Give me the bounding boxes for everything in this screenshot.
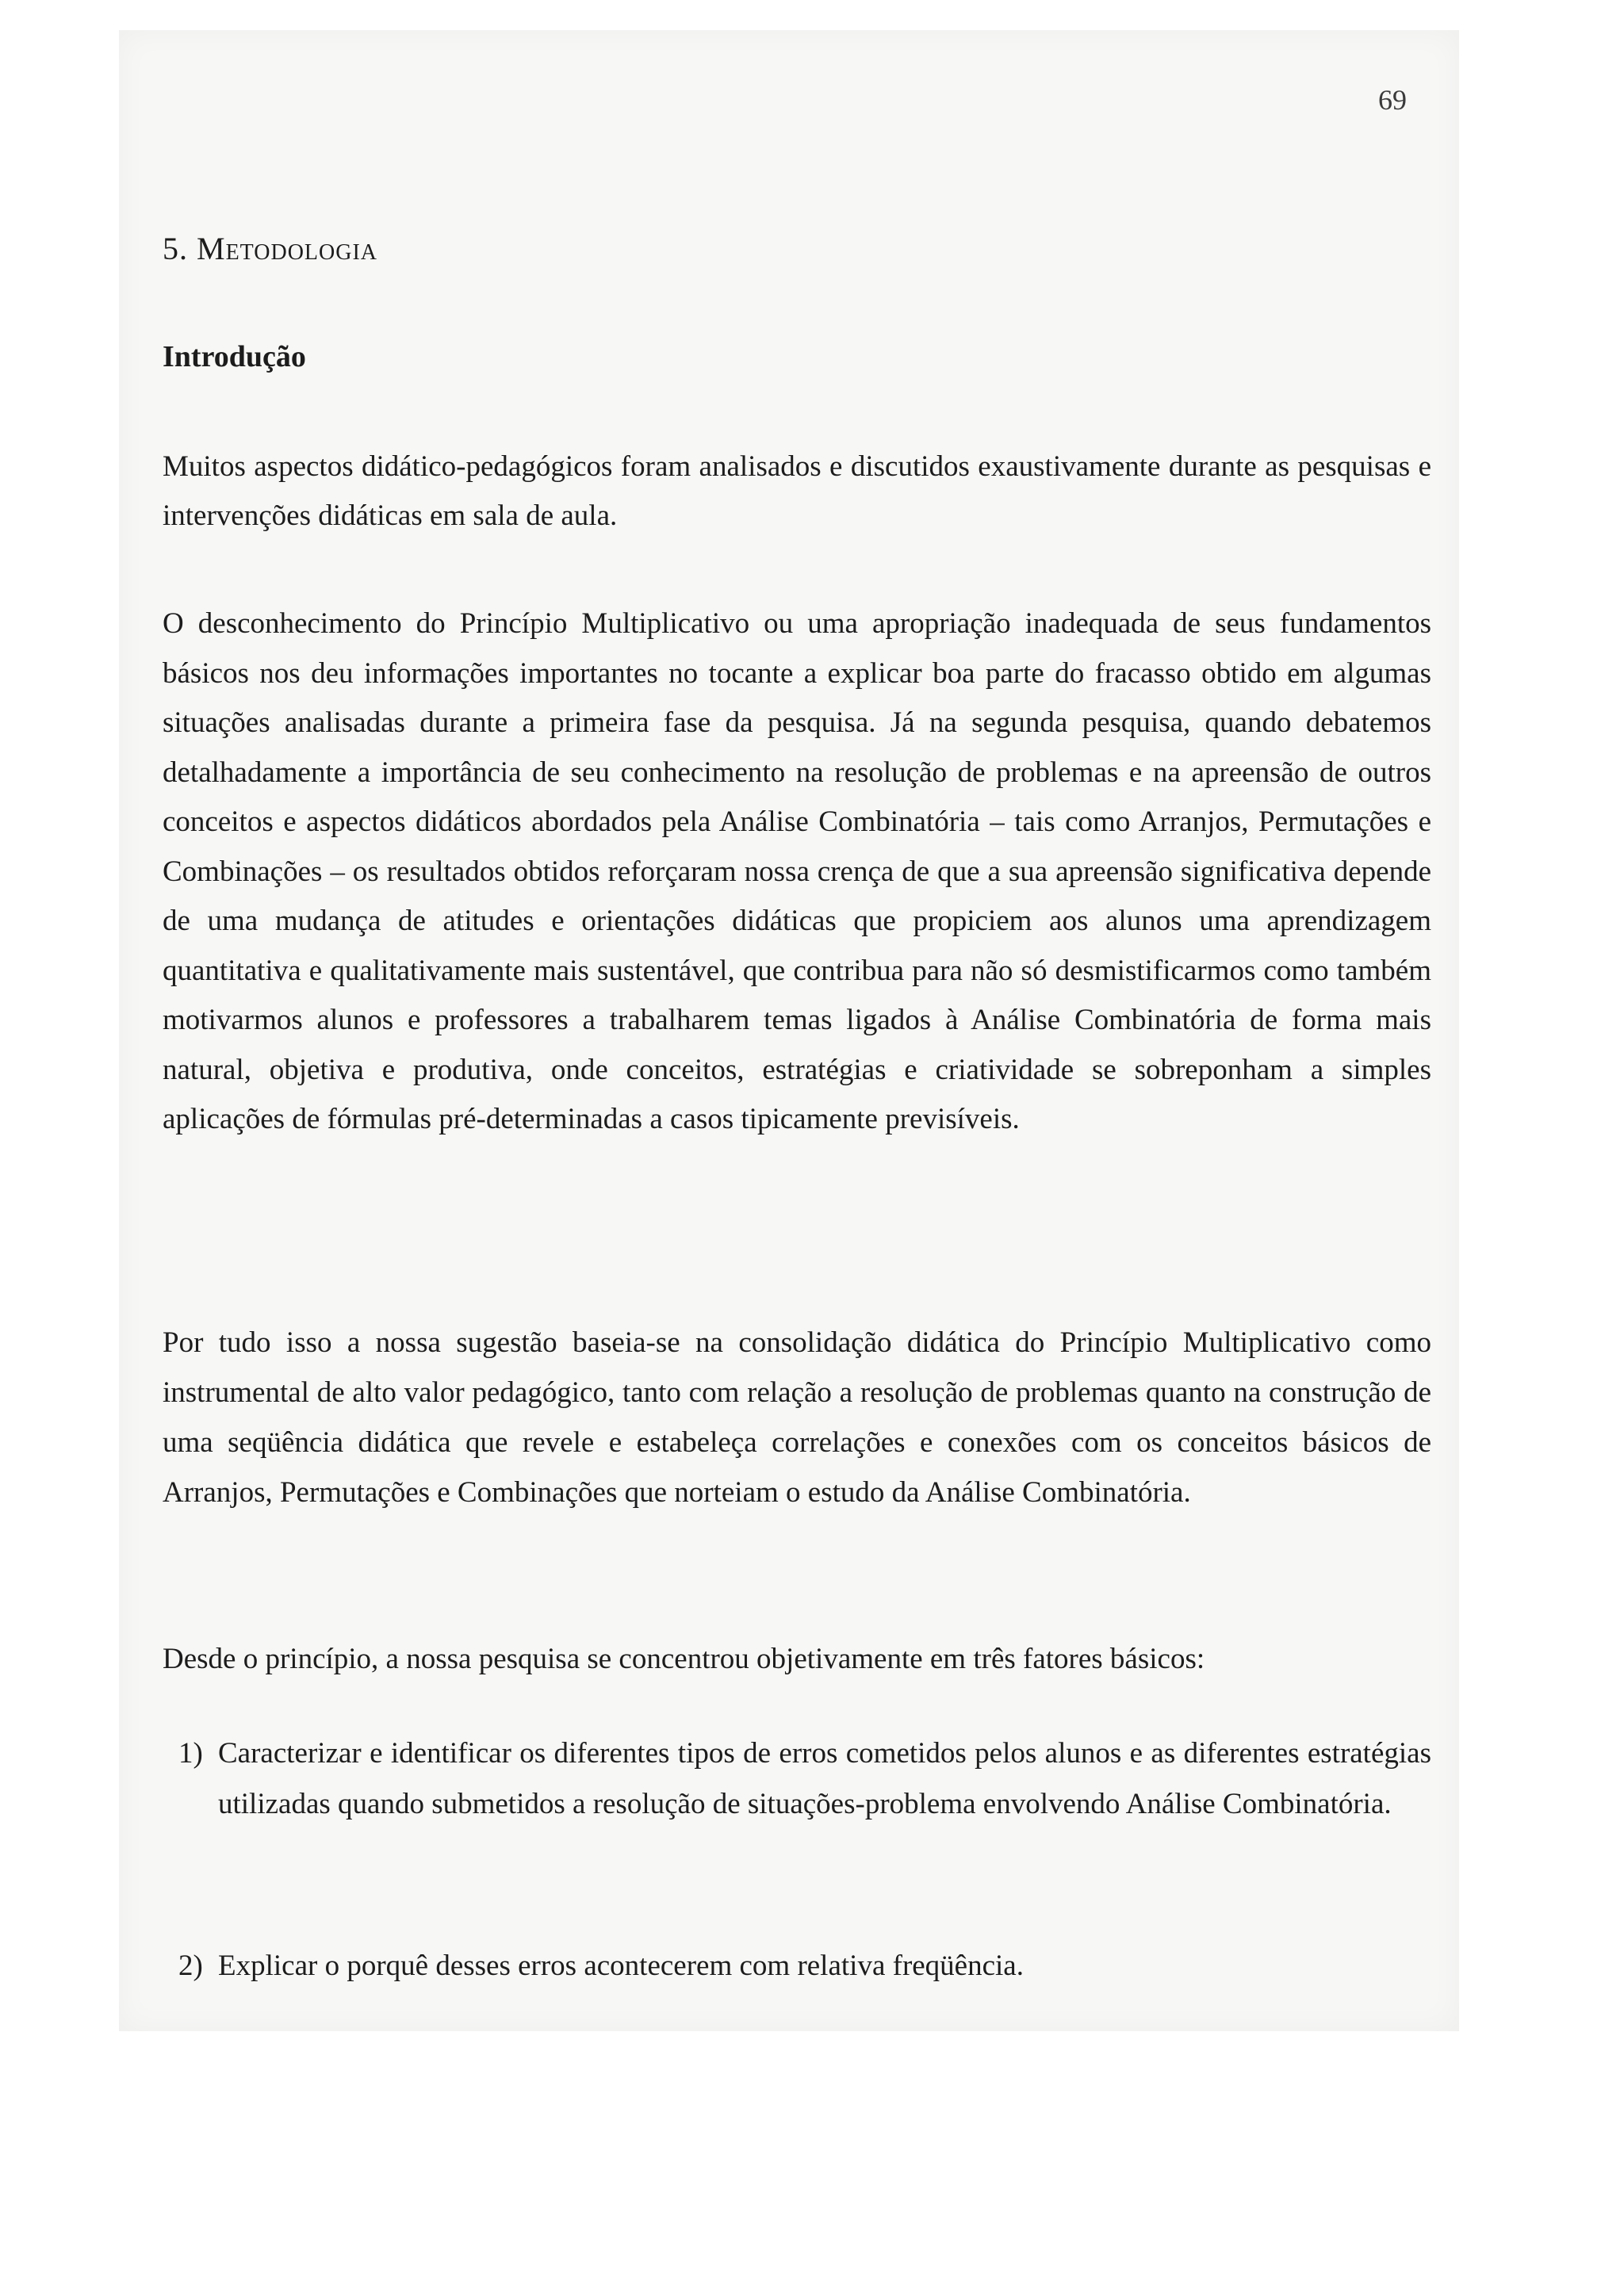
list-item-number: 2) — [178, 1950, 203, 1982]
section-title: 5. Metodologia — [163, 231, 378, 266]
paragraph-2: O desconhecimento do Princípio Multiplicativo ou uma apropriação inadequada de seus fundamentos básicos nos deu informações importantes no tocante a explicar boa parte do fracasso obtido em algumas situações analisadas durante a primeira fase da pesquisa. Já na segunda pesquisa, quando debatemos detalhadamente a importância de seu conhecimento na resolução de problemas e na apreensão de outros conceitos e aspectos didáticos abordados pela Análise Combinatória – tais como Arranjos, Permutações e Combinações – os resultados obtidos reforçaram nossa crença de que a sua apreensão significativa depende de uma mudança de atitudes e orientações didáticas que propiciem aos alunos uma aprendizagem quantitativa e qualitativamente mais sustentável, que contribua para não só desmistificarmos como também motivarmos alunos e professores a trabalharem temas ligados à Análise Combinatória de forma mais natural, objetiva e produtiva, onde conceitos, estratégias e criatividade se sobreponham a simples aplicações de fórmulas pré-determinadas a casos tipicamente previsíveis. — [163, 607, 1431, 1135]
page-number: 69 — [1378, 84, 1407, 116]
paragraph-3: Por tudo isso a nossa sugestão baseia-se na consolidação didática do Princípio Multiplicativo como instrumental de alto valor pedagógico, tanto com relação a resolução de problemas quanto na construção de uma seqüência didática que revele e estabeleça correlações e conexões com os conceitos básicos de Arranjos, Permutações e Combinações que norteiam o estudo da Análise Combinatória. — [163, 1326, 1431, 1509]
paragraph-4: Desde o princípio, a nossa pesquisa se concentrou objetivamente em três fatores básicos: — [163, 1643, 1205, 1675]
list-item-text: Explicar o porquê desses erros acontecerem com relativa freqüência. — [218, 1950, 1024, 1982]
list-item-2 — [178, 1941, 1431, 1992]
list-item-number: 1) — [178, 1737, 203, 1770]
list-item-text: Caracterizar e identificar os diferentes tipos de erros cometidos pelos alunos e as diferentes estratégias utilizadas quando submetidos a resolução de situações-problema envolvendo Análise Combinatória. — [218, 1737, 1431, 1820]
paragraph-1: Muitos aspectos didático-pedagógicos foram analisados e discutidos exaustivamente durante as pesquisas e intervenções didáticas em sala de aula. — [163, 450, 1431, 532]
list-item-1 — [178, 1728, 1431, 1830]
subheading: Introdução — [163, 340, 306, 373]
